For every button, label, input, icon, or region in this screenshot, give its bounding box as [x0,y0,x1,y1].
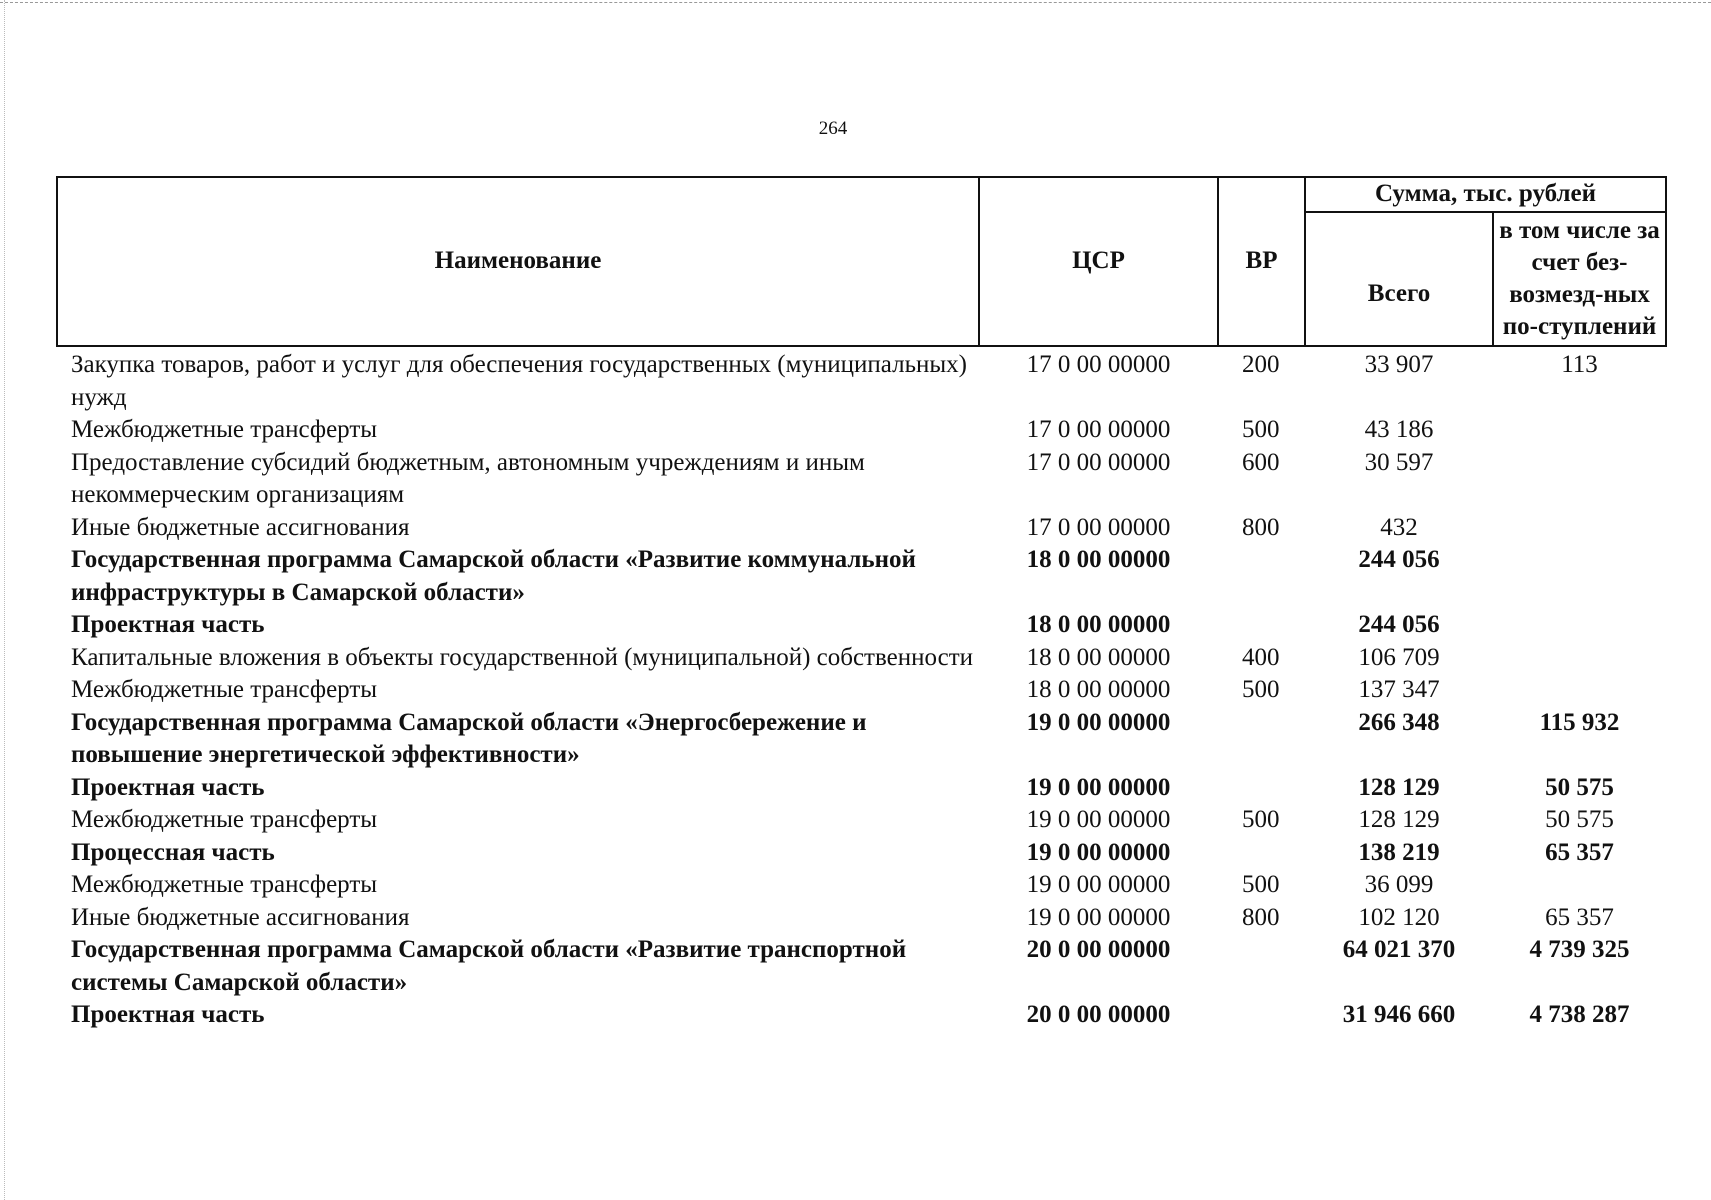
table-row [57,772,1666,805]
row-name: Государственная программа Самарской области «Развитие транспортной системы Самарской области» [71,936,907,996]
table-row [57,804,1666,837]
page-number: 264 [818,118,848,139]
table-row [57,512,1666,545]
row-grant [1493,609,1666,642]
row-total: 43 186 [1364,416,1434,443]
row-total: 244 056 [1358,546,1440,573]
row-name: Государственная программа Самарской области «Развитие коммунальной инфраструктуры в Самарской области» [71,546,916,606]
table-row [57,642,1666,675]
row-grant [1493,447,1666,512]
header-sum-group: Сумма, тыс. рублей [1305,177,1666,212]
row-grant: 50 575 [1545,773,1614,801]
scan-edge-left [4,0,5,1200]
row-vr [1218,544,1305,609]
row-csr: 19 0 00 00000 [1026,871,1171,898]
row-total: 138 219 [1358,838,1440,866]
row-total: 128 129 [1358,773,1440,801]
row-name: Капитальные вложения в объекты государственной (муниципальной) собственности [71,643,974,671]
row-csr: 17 0 00 00000 [1026,416,1171,443]
row-name: Предоставление субсидий бюджетным, автономным учреждениям и иным некоммерческим организациям [71,448,865,508]
row-name: Проектная часть [71,611,265,638]
table-row [57,869,1666,902]
row-grant: 115 932 [1539,708,1620,736]
row-grant: 4 738 287 [1529,1001,1630,1028]
row-name: Проектная часть [71,773,265,801]
row-vr [1218,999,1305,1032]
row-vr [1218,772,1305,805]
table-row [57,609,1666,642]
row-vr [1218,837,1305,870]
row-grant: 4 739 325 [1529,936,1630,963]
row-vr: 500 [1242,806,1280,833]
row-vr: 500 [1242,416,1280,443]
table-row [57,707,1666,772]
row-total: 33 907 [1364,351,1434,378]
row-vr: 500 [1242,871,1280,898]
row-vr: 400 [1242,643,1280,671]
row-name: Проектная часть [71,1001,265,1028]
table-row [57,934,1666,999]
row-csr: 19 0 00 00000 [1026,708,1171,736]
row-grant: 50 575 [1545,806,1614,833]
row-grant: 65 357 [1545,838,1614,866]
row-total: 266 348 [1358,708,1440,736]
row-vr [1218,707,1305,772]
table-row [57,414,1666,447]
row-name: Закупка товаров, работ и услуг для обеспечения государственных (муниципальных) нужд [71,351,967,411]
row-csr: 17 0 00 00000 [1026,351,1171,378]
row-name: Межбюджетные трансферты [71,806,378,833]
row-total: 64 021 370 [1342,936,1456,963]
row-grant [1493,414,1666,447]
header-csr: ЦСР [979,177,1218,346]
header-name: Наименование [57,177,979,346]
row-name: Межбюджетные трансферты [71,871,378,898]
row-total: 128 129 [1358,806,1440,833]
row-grant [1493,544,1666,609]
row-name: Государственная программа Самарской области «Энергосбережение и повышение энергетической эффективности» [71,708,867,768]
row-total: 137 347 [1358,676,1440,703]
row-csr: 20 0 00 00000 [1026,936,1171,963]
row-vr: 200 [1242,351,1280,378]
row-grant: 113 [1561,351,1598,378]
row-total: 30 597 [1364,448,1434,476]
header-grant: в том числе за счет без-возмезд-ных по-ступлений [1493,212,1666,346]
row-csr: 17 0 00 00000 [1026,513,1171,541]
row-grant [1493,869,1666,902]
table-row [57,544,1666,609]
table-body [57,346,1666,1032]
row-vr [1218,934,1305,999]
row-total: 31 946 660 [1342,1001,1456,1028]
row-csr: 19 0 00 00000 [1026,806,1171,833]
scan-edge-top [0,2,1711,3]
row-csr: 19 0 00 00000 [1026,838,1171,866]
row-total: 106 709 [1358,643,1440,671]
row-total: 36 099 [1364,871,1434,898]
row-vr: 500 [1242,676,1280,703]
table-row [57,837,1666,870]
row-total: 244 056 [1358,611,1440,638]
table-row [57,674,1666,707]
header-total: Всего [1305,212,1493,346]
row-vr: 800 [1242,903,1280,931]
row-csr: 18 0 00 00000 [1026,643,1171,671]
row-csr: 19 0 00 00000 [1026,773,1171,801]
row-csr: 18 0 00 00000 [1026,676,1171,703]
table-row [57,447,1666,512]
row-grant [1493,642,1666,675]
row-grant [1493,512,1666,545]
table-row [57,346,1666,414]
budget-table [56,176,1667,1032]
row-csr: 20 0 00 00000 [1026,1001,1171,1028]
table-row [57,902,1666,935]
row-name: Межбюджетные трансферты [71,676,378,703]
row-total: 432 [1380,513,1418,541]
header-vr: ВР [1218,177,1305,346]
row-vr: 800 [1242,513,1280,541]
row-total: 102 120 [1358,903,1440,931]
row-grant: 65 357 [1545,903,1614,931]
row-name: Иные бюджетные ассигнования [71,903,410,931]
row-name: Межбюджетные трансферты [71,416,378,443]
row-name: Процессная часть [71,838,275,866]
row-csr: 18 0 00 00000 [1026,611,1171,638]
row-grant [1493,674,1666,707]
table-header [57,177,1666,346]
row-csr: 17 0 00 00000 [1026,448,1171,476]
row-csr: 19 0 00 00000 [1026,903,1171,931]
row-name: Иные бюджетные ассигнования [71,513,410,541]
table-row [57,999,1666,1032]
row-csr: 18 0 00 00000 [1026,546,1171,573]
row-vr: 600 [1242,448,1280,476]
row-vr [1218,609,1305,642]
